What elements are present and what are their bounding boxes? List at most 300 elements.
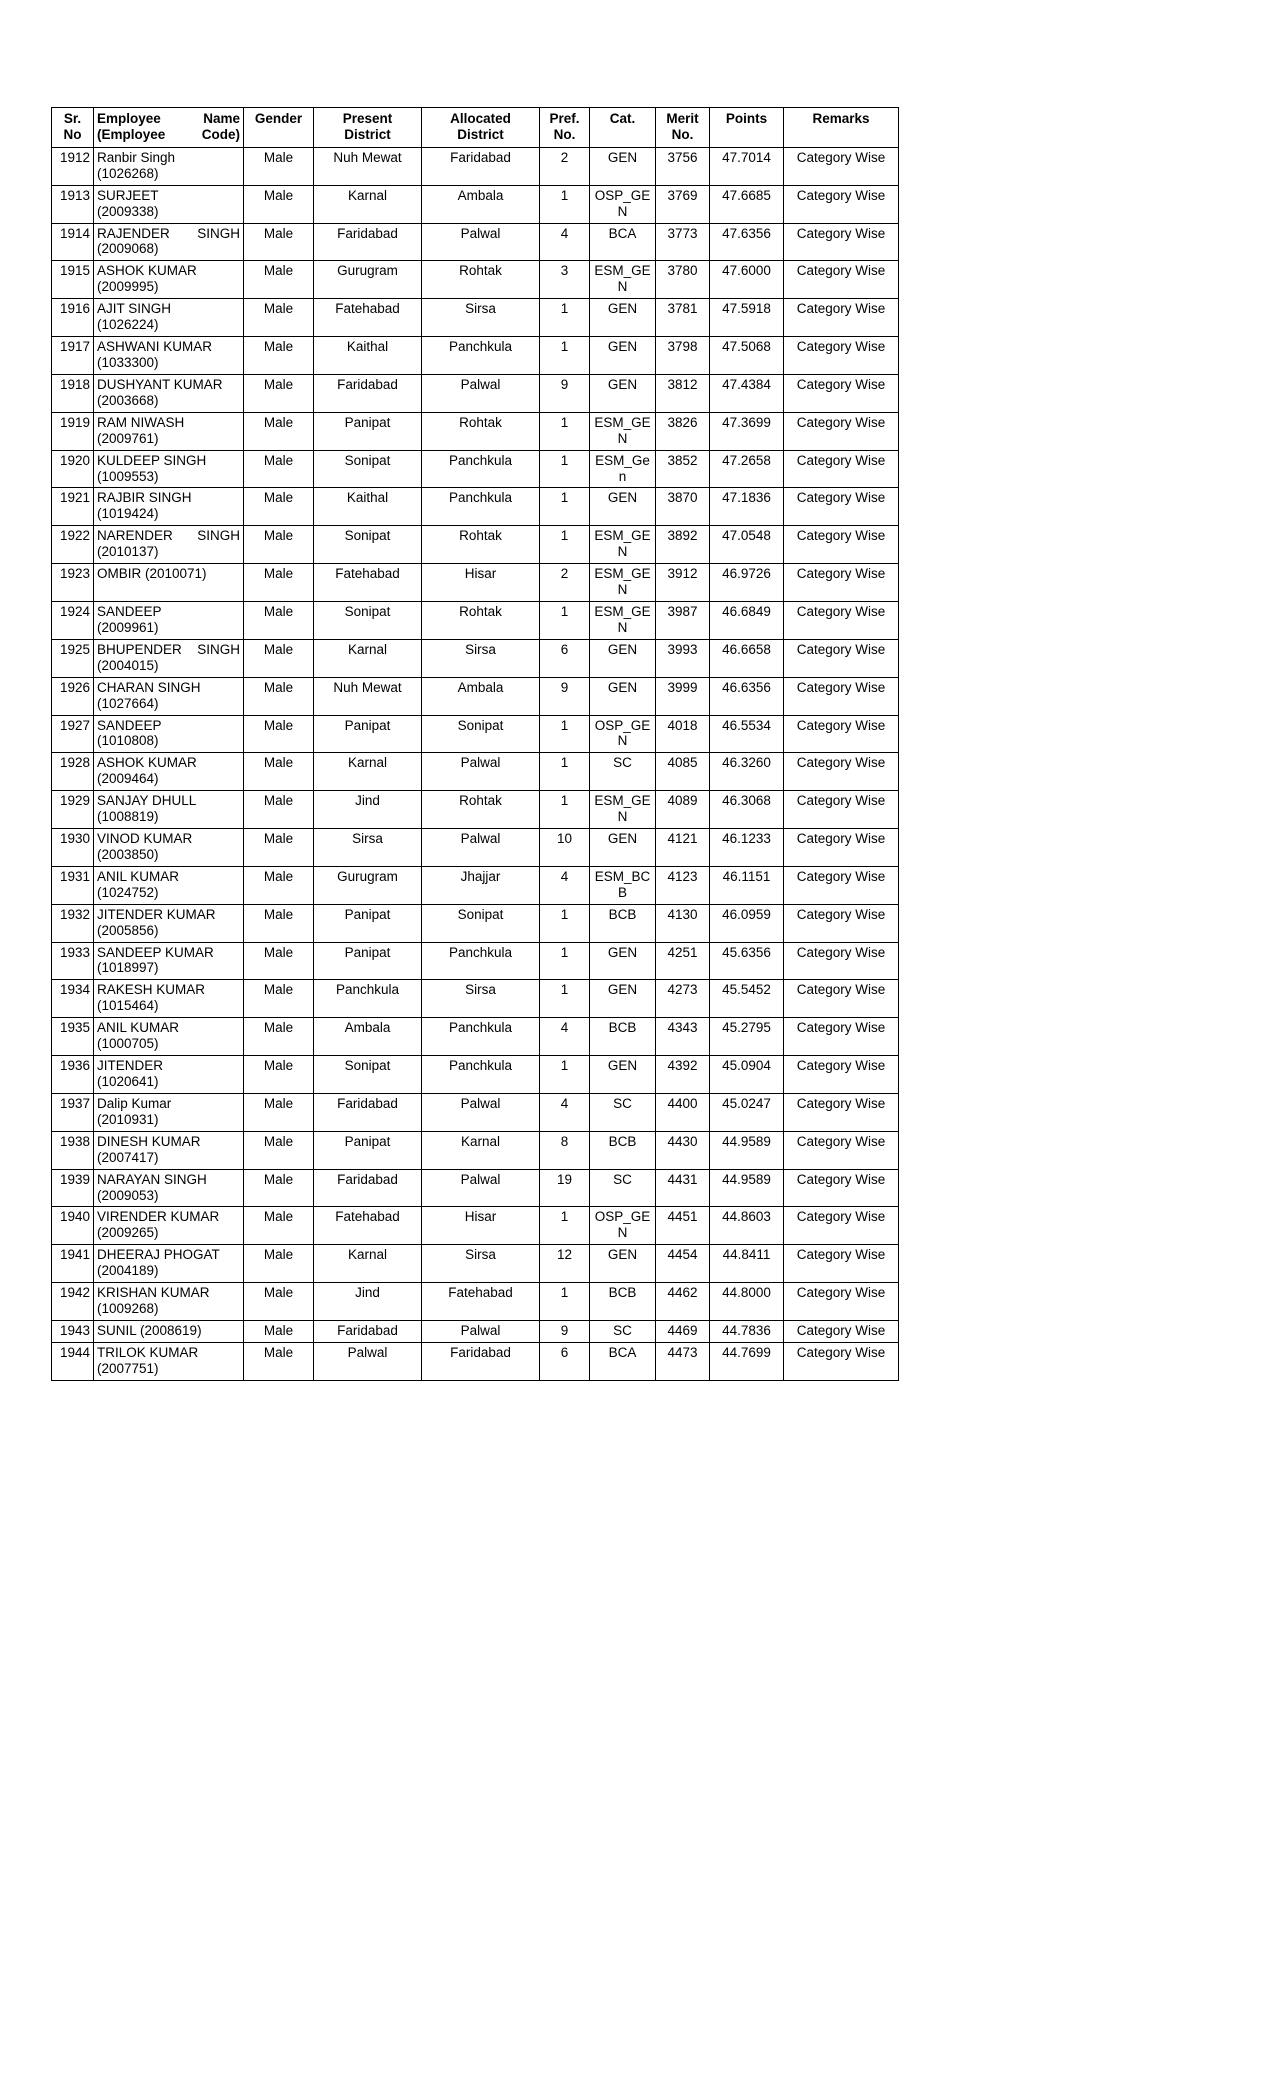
- cell-pref-no: 1: [540, 450, 590, 488]
- cell-merit-no: 4454: [656, 1245, 710, 1283]
- cell-allocated-district: Sirsa: [422, 980, 540, 1018]
- table-row: [52, 1056, 899, 1094]
- cell-merit-no: 3780: [656, 261, 710, 299]
- employee-code-text: (2009961): [97, 619, 159, 635]
- cell-remarks: Category Wise: [784, 299, 899, 337]
- cell-remarks: Category Wise: [784, 1018, 899, 1056]
- employee-code-text: (2009761): [97, 430, 159, 446]
- employee-name-text: OMBIR (2010071): [97, 566, 207, 582]
- cell-employee-name: [94, 450, 244, 488]
- cell-remarks: Category Wise: [784, 753, 899, 791]
- cell-gender: Male: [244, 980, 314, 1018]
- cell-present-district: Faridabad: [314, 223, 422, 261]
- cell-merit-no: 3769: [656, 185, 710, 223]
- cell-cat: ESM_BCB: [590, 866, 656, 904]
- cell-sr-no: 1923: [52, 564, 94, 602]
- cell-points: 45.0247: [710, 1093, 784, 1131]
- cell-present-district: Sirsa: [314, 829, 422, 867]
- cell-allocated-district: Panchkula: [422, 1018, 540, 1056]
- cell-remarks: Category Wise: [784, 677, 899, 715]
- cell-allocated-district: Fatehabad: [422, 1283, 540, 1321]
- cell-present-district: Faridabad: [314, 374, 422, 412]
- table-row: [52, 715, 899, 753]
- cell-gender: Male: [244, 639, 314, 677]
- cell-merit-no: 4430: [656, 1131, 710, 1169]
- cell-employee-name: [94, 829, 244, 867]
- cell-points: 47.6000: [710, 261, 784, 299]
- cell-sr-no: 1943: [52, 1321, 94, 1343]
- cell-pref-no: 1: [540, 942, 590, 980]
- employee-code-text: (2009995): [97, 279, 159, 295]
- header-line-2: No.: [553, 126, 576, 142]
- cell-allocated-district: Rohtak: [422, 526, 540, 564]
- cell-points: 46.3068: [710, 791, 784, 829]
- cell-gender: Male: [244, 1207, 314, 1245]
- employee-name-text: VIRENDER KUMAR: [97, 1209, 220, 1225]
- employee-name-text: ANIL KUMAR: [97, 868, 180, 884]
- header-line-1: Present: [342, 111, 393, 126]
- cell-gender: Male: [244, 1169, 314, 1207]
- cell-cat: GEN: [590, 299, 656, 337]
- cell-pref-no: 2: [540, 564, 590, 602]
- cell-pref-no: 1: [540, 299, 590, 337]
- cell-sr-no: 1932: [52, 904, 94, 942]
- cell-sr-no: 1939: [52, 1169, 94, 1207]
- cell-points: 44.7699: [710, 1342, 784, 1380]
- cell-merit-no: 4451: [656, 1207, 710, 1245]
- cell-cat: SC: [590, 1321, 656, 1343]
- cell-pref-no: 3: [540, 261, 590, 299]
- cell-present-district: Jind: [314, 1283, 422, 1321]
- cell-gender: Male: [244, 829, 314, 867]
- cell-remarks: Category Wise: [784, 866, 899, 904]
- cell-employee-name: [94, 147, 244, 185]
- employee-name-text: SANDEEP KUMAR: [97, 944, 214, 960]
- header-line-2: District: [344, 126, 391, 142]
- cell-cat: BCB: [590, 904, 656, 942]
- table-row: [52, 1169, 899, 1207]
- cell-employee-name: [94, 1131, 244, 1169]
- cell-sr-no: 1936: [52, 1056, 94, 1094]
- cell-remarks: Category Wise: [784, 374, 899, 412]
- cell-present-district: Faridabad: [314, 1169, 422, 1207]
- cell-pref-no: 1: [540, 980, 590, 1018]
- cell-gender: Male: [244, 866, 314, 904]
- cell-allocated-district: Palwal: [422, 829, 540, 867]
- cell-remarks: Category Wise: [784, 1093, 899, 1131]
- cell-points: 45.0904: [710, 1056, 784, 1094]
- employee-name-text: RAKESH KUMAR: [97, 982, 206, 998]
- employee-code-text: (2005856): [97, 922, 159, 938]
- cell-gender: Male: [244, 450, 314, 488]
- cell-remarks: Category Wise: [784, 1169, 899, 1207]
- cell-cat: SC: [590, 1093, 656, 1131]
- employee-name-text: VINOD KUMAR: [97, 831, 193, 847]
- cell-employee-name: [94, 337, 244, 375]
- cell-gender: Male: [244, 1093, 314, 1131]
- cell-merit-no: 4431: [656, 1169, 710, 1207]
- employee-code-text: (2004189): [97, 1263, 159, 1279]
- cell-remarks: Category Wise: [784, 1131, 899, 1169]
- cell-employee-name: [94, 639, 244, 677]
- cell-points: 47.6356: [710, 223, 784, 261]
- cell-allocated-district: Rohtak: [422, 601, 540, 639]
- header-line-1: Allocated: [450, 111, 511, 126]
- cell-merit-no: 4251: [656, 942, 710, 980]
- cell-pref-no: 1: [540, 412, 590, 450]
- employee-code-text: (1000705): [97, 1036, 159, 1052]
- cell-allocated-district: Palwal: [422, 1169, 540, 1207]
- employee-name-text: KULDEEP SINGH: [97, 452, 207, 468]
- cell-cat: OSP_GEN: [590, 1207, 656, 1245]
- employee-name-text: RAJBIR SINGH: [97, 490, 192, 506]
- cell-pref-no: 19: [540, 1169, 590, 1207]
- cell-pref-no: 1: [540, 791, 590, 829]
- cell-pref-no: 1: [540, 715, 590, 753]
- employee-code-text: (1008819): [97, 809, 159, 825]
- employee-name-text: BHUPENDER SINGH (2004015): [97, 641, 240, 673]
- cell-remarks: Category Wise: [784, 223, 899, 261]
- cell-sr-no: 1914: [52, 223, 94, 261]
- cell-remarks: Category Wise: [784, 1245, 899, 1283]
- cell-remarks: Category Wise: [784, 904, 899, 942]
- table-row: [52, 261, 899, 299]
- cell-cat: GEN: [590, 337, 656, 375]
- column-header-present-district: [314, 108, 422, 148]
- table-row: [52, 299, 899, 337]
- cell-points: 47.4384: [710, 374, 784, 412]
- cell-present-district: Ambala: [314, 1018, 422, 1056]
- cell-sr-no: 1941: [52, 1245, 94, 1283]
- cell-cat: GEN: [590, 1056, 656, 1094]
- cell-remarks: Category Wise: [784, 1321, 899, 1343]
- cell-allocated-district: Palwal: [422, 374, 540, 412]
- cell-gender: Male: [244, 488, 314, 526]
- cell-merit-no: 4130: [656, 904, 710, 942]
- column-header-merit-no: [656, 108, 710, 148]
- employee-code-text: (1024752): [97, 884, 159, 900]
- cell-merit-no: 4085: [656, 753, 710, 791]
- cell-employee-name: [94, 980, 244, 1018]
- employee-code-text: (2003668): [97, 392, 159, 408]
- table-row: [52, 1245, 899, 1283]
- cell-gender: Male: [244, 715, 314, 753]
- cell-pref-no: 9: [540, 374, 590, 412]
- cell-present-district: Nuh Mewat: [314, 147, 422, 185]
- column-header-employee-name: [94, 108, 244, 148]
- table-row: [52, 450, 899, 488]
- employee-name-text: NARENDER SINGH (2010137): [97, 528, 240, 560]
- table-row: [52, 1018, 899, 1056]
- cell-merit-no: 3798: [656, 337, 710, 375]
- cell-merit-no: 3852: [656, 450, 710, 488]
- cell-merit-no: 3781: [656, 299, 710, 337]
- cell-merit-no: 4121: [656, 829, 710, 867]
- cell-sr-no: 1921: [52, 488, 94, 526]
- cell-remarks: Category Wise: [784, 601, 899, 639]
- employee-allocation-table: [51, 107, 899, 1381]
- cell-points: 44.8603: [710, 1207, 784, 1245]
- cell-merit-no: 3812: [656, 374, 710, 412]
- employee-code-text: (1019424): [97, 506, 159, 522]
- cell-allocated-district: Panchkula: [422, 488, 540, 526]
- cell-allocated-district: Palwal: [422, 753, 540, 791]
- cell-employee-name: [94, 223, 244, 261]
- cell-sr-no: 1919: [52, 412, 94, 450]
- cell-employee-name: [94, 1169, 244, 1207]
- cell-sr-no: 1922: [52, 526, 94, 564]
- cell-gender: Male: [244, 1056, 314, 1094]
- cell-cat: GEN: [590, 942, 656, 980]
- cell-remarks: Category Wise: [784, 337, 899, 375]
- cell-cat: ESM_GEN: [590, 412, 656, 450]
- employee-name-text: Ranbir Singh: [97, 149, 176, 165]
- employee-name-text: CHARAN SINGH: [97, 679, 201, 695]
- cell-pref-no: 1: [540, 1207, 590, 1245]
- cell-pref-no: 8: [540, 1131, 590, 1169]
- cell-present-district: Panipat: [314, 715, 422, 753]
- cell-merit-no: 3892: [656, 526, 710, 564]
- cell-cat: GEN: [590, 488, 656, 526]
- cell-merit-no: 3756: [656, 147, 710, 185]
- cell-remarks: Category Wise: [784, 564, 899, 602]
- cell-merit-no: 4273: [656, 980, 710, 1018]
- cell-remarks: Category Wise: [784, 526, 899, 564]
- cell-employee-name: [94, 374, 244, 412]
- cell-employee-name: [94, 942, 244, 980]
- cell-employee-name: [94, 791, 244, 829]
- cell-allocated-district: Sirsa: [422, 1245, 540, 1283]
- cell-employee-name: [94, 488, 244, 526]
- cell-gender: Male: [244, 147, 314, 185]
- employee-name-text: ASHOK KUMAR: [97, 263, 197, 279]
- column-header-allocated-district: [422, 108, 540, 148]
- table-row: [52, 1131, 899, 1169]
- cell-sr-no: 1934: [52, 980, 94, 1018]
- cell-merit-no: 3912: [656, 564, 710, 602]
- cell-employee-name: [94, 412, 244, 450]
- cell-pref-no: 9: [540, 677, 590, 715]
- cell-gender: Male: [244, 1321, 314, 1343]
- employee-name-text: KRISHAN KUMAR: [97, 1285, 210, 1301]
- cell-gender: Male: [244, 904, 314, 942]
- table-body: [52, 147, 899, 1380]
- cell-allocated-district: Rohtak: [422, 791, 540, 829]
- cell-points: 46.0959: [710, 904, 784, 942]
- employee-name-text: JITENDER: [97, 1058, 164, 1074]
- cell-present-district: Karnal: [314, 753, 422, 791]
- cell-gender: Male: [244, 677, 314, 715]
- cell-merit-no: 4473: [656, 1342, 710, 1380]
- cell-allocated-district: Sonipat: [422, 715, 540, 753]
- cell-pref-no: 1: [540, 601, 590, 639]
- cell-remarks: Category Wise: [784, 829, 899, 867]
- table-row: [52, 1207, 899, 1245]
- cell-present-district: Palwal: [314, 1342, 422, 1380]
- cell-merit-no: 4392: [656, 1056, 710, 1094]
- cell-merit-no: 4089: [656, 791, 710, 829]
- cell-pref-no: 2: [540, 147, 590, 185]
- cell-present-district: Faridabad: [314, 1093, 422, 1131]
- cell-remarks: Category Wise: [784, 261, 899, 299]
- employee-code-text: (1015464): [97, 998, 159, 1014]
- cell-present-district: Faridabad: [314, 1321, 422, 1343]
- header-line-1: Employee Name: [97, 111, 240, 126]
- cell-remarks: Category Wise: [784, 488, 899, 526]
- table-row: [52, 412, 899, 450]
- cell-remarks: Category Wise: [784, 450, 899, 488]
- table-row: [52, 866, 899, 904]
- cell-gender: Male: [244, 1342, 314, 1380]
- cell-pref-no: 6: [540, 639, 590, 677]
- cell-allocated-district: Palwal: [422, 1093, 540, 1131]
- cell-points: 44.7836: [710, 1321, 784, 1343]
- column-header-remarks: Remarks: [784, 108, 899, 148]
- cell-remarks: Category Wise: [784, 715, 899, 753]
- table-row: [52, 829, 899, 867]
- cell-sr-no: 1927: [52, 715, 94, 753]
- employee-code-text: (2009464): [97, 771, 159, 787]
- cell-sr-no: 1930: [52, 829, 94, 867]
- employee-code-text: (2009265): [97, 1225, 159, 1241]
- cell-cat: GEN: [590, 829, 656, 867]
- cell-cat: SC: [590, 753, 656, 791]
- column-header-points: Points: [710, 108, 784, 148]
- cell-allocated-district: Palwal: [422, 1321, 540, 1343]
- cell-sr-no: 1935: [52, 1018, 94, 1056]
- header-line-1: Merit: [666, 111, 699, 126]
- cell-gender: Male: [244, 601, 314, 639]
- table-row: [52, 1093, 899, 1131]
- cell-allocated-district: Hisar: [422, 564, 540, 602]
- cell-points: 46.1233: [710, 829, 784, 867]
- table-row: [52, 374, 899, 412]
- cell-sr-no: 1915: [52, 261, 94, 299]
- cell-points: 47.5068: [710, 337, 784, 375]
- cell-present-district: Sonipat: [314, 601, 422, 639]
- cell-pref-no: 1: [540, 753, 590, 791]
- cell-allocated-district: Rohtak: [422, 261, 540, 299]
- cell-remarks: Category Wise: [784, 1056, 899, 1094]
- cell-present-district: Gurugram: [314, 866, 422, 904]
- cell-points: 45.2795: [710, 1018, 784, 1056]
- cell-gender: Male: [244, 374, 314, 412]
- column-header-sr-no: [52, 108, 94, 148]
- cell-points: 46.9726: [710, 564, 784, 602]
- cell-points: 44.9589: [710, 1169, 784, 1207]
- cell-employee-name: [94, 1283, 244, 1321]
- cell-points: 44.9589: [710, 1131, 784, 1169]
- header-row: [52, 108, 899, 148]
- cell-points: 44.8000: [710, 1283, 784, 1321]
- cell-allocated-district: Sonipat: [422, 904, 540, 942]
- employee-name-text: ASHOK KUMAR: [97, 755, 197, 771]
- employee-code-text: (1018997): [97, 960, 159, 976]
- cell-cat: GEN: [590, 147, 656, 185]
- cell-merit-no: 3999: [656, 677, 710, 715]
- cell-sr-no: 1933: [52, 942, 94, 980]
- cell-present-district: Sonipat: [314, 1056, 422, 1094]
- cell-points: 47.2658: [710, 450, 784, 488]
- cell-employee-name: [94, 1207, 244, 1245]
- employee-name-text: DHEERAJ PHOGAT: [97, 1247, 220, 1263]
- cell-pref-no: 1: [540, 1056, 590, 1094]
- cell-merit-no: 3987: [656, 601, 710, 639]
- cell-cat: BCA: [590, 223, 656, 261]
- cell-allocated-district: Hisar: [422, 1207, 540, 1245]
- employee-name-text: TRILOK KUMAR: [97, 1344, 199, 1360]
- cell-points: 46.1151: [710, 866, 784, 904]
- cell-points: 46.3260: [710, 753, 784, 791]
- cell-employee-name: [94, 601, 244, 639]
- cell-remarks: Category Wise: [784, 1342, 899, 1380]
- cell-points: 46.5534: [710, 715, 784, 753]
- cell-points: 44.8411: [710, 1245, 784, 1283]
- table-row: [52, 185, 899, 223]
- cell-sr-no: 1925: [52, 639, 94, 677]
- column-header-gender: Gender: [244, 108, 314, 148]
- cell-present-district: Gurugram: [314, 261, 422, 299]
- employee-name-text: ANIL KUMAR: [97, 1020, 180, 1036]
- table-row: [52, 791, 899, 829]
- cell-sr-no: 1912: [52, 147, 94, 185]
- employee-code-text: (1026268): [97, 165, 159, 181]
- cell-gender: Male: [244, 185, 314, 223]
- cell-gender: Male: [244, 261, 314, 299]
- cell-sr-no: 1940: [52, 1207, 94, 1245]
- table-row: [52, 904, 899, 942]
- cell-points: 47.1836: [710, 488, 784, 526]
- cell-employee-name: [94, 753, 244, 791]
- header-line-2: District: [457, 126, 504, 142]
- cell-allocated-district: Rohtak: [422, 412, 540, 450]
- cell-points: 47.3699: [710, 412, 784, 450]
- cell-points: 46.6356: [710, 677, 784, 715]
- cell-present-district: Karnal: [314, 639, 422, 677]
- cell-remarks: Category Wise: [784, 412, 899, 450]
- cell-pref-no: 1: [540, 185, 590, 223]
- cell-present-district: Panchkula: [314, 980, 422, 1018]
- cell-remarks: Category Wise: [784, 639, 899, 677]
- cell-employee-name: [94, 904, 244, 942]
- table-row: [52, 147, 899, 185]
- cell-sr-no: 1916: [52, 299, 94, 337]
- cell-sr-no: 1931: [52, 866, 94, 904]
- cell-cat: BCA: [590, 1342, 656, 1380]
- cell-pref-no: 1: [540, 1283, 590, 1321]
- cell-employee-name: [94, 1018, 244, 1056]
- cell-sr-no: 1929: [52, 791, 94, 829]
- cell-merit-no: 4343: [656, 1018, 710, 1056]
- table-row: [52, 980, 899, 1018]
- cell-merit-no: 4400: [656, 1093, 710, 1131]
- cell-present-district: Panipat: [314, 412, 422, 450]
- cell-cat: OSP_GEN: [590, 185, 656, 223]
- cell-gender: Male: [244, 412, 314, 450]
- cell-gender: Male: [244, 1131, 314, 1169]
- cell-present-district: Karnal: [314, 1245, 422, 1283]
- cell-cat: GEN: [590, 639, 656, 677]
- header-line-2: (Employee Code): [97, 126, 240, 142]
- cell-pref-no: 1: [540, 488, 590, 526]
- cell-present-district: Panipat: [314, 1131, 422, 1169]
- header-line-2: No.: [671, 126, 694, 142]
- table-row: [52, 753, 899, 791]
- employee-code-text: (1020641): [97, 1074, 159, 1090]
- cell-gender: Male: [244, 1283, 314, 1321]
- cell-points: 45.6356: [710, 942, 784, 980]
- header-line-1: Sr.: [63, 111, 82, 126]
